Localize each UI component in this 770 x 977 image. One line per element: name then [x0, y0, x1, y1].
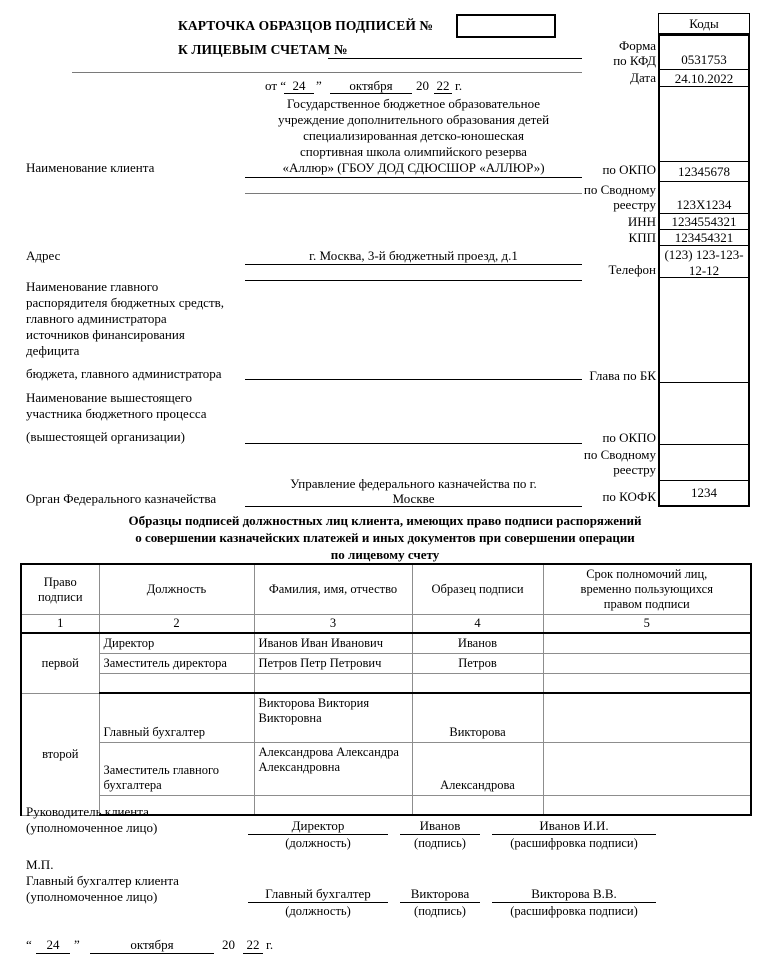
head-fullname-underline	[492, 834, 656, 835]
chief-manager-label-line-2: распорядителя бюджетных средств,	[26, 295, 225, 310]
treasury-label: Орган Федерального казначейства	[26, 491, 217, 506]
cell-fullname[interactable]: Викторова Виктория Викторовна	[254, 693, 412, 743]
final-date-year-underline	[243, 953, 263, 954]
chief-manager-label-line-5: дефицита	[26, 343, 80, 358]
table-header-signature-sample: Образец подписи	[412, 564, 543, 615]
signature-right-label: первой	[21, 633, 99, 693]
date-quote-close: ”	[316, 78, 322, 93]
codes-value-kfd[interactable]: 0531753	[660, 36, 748, 70]
client-name-underline	[245, 177, 582, 178]
card-number-box[interactable]	[456, 14, 556, 38]
cell-signature-sample[interactable]: Петров	[412, 654, 543, 674]
codes-label-inn: ИНН	[627, 214, 656, 229]
date-year-value[interactable]: 22	[436, 78, 450, 93]
cell-signature-sample[interactable]	[412, 796, 543, 816]
table-row[interactable]	[21, 633, 751, 654]
head-fullname-caption: (расшифровка подписи)	[510, 836, 638, 850]
codes-label-po-kfd: по КФД	[613, 53, 656, 68]
client-name-label: Наименование клиента	[26, 160, 155, 175]
address-underline-2	[245, 280, 582, 281]
final-date-close-quote: ”	[74, 937, 80, 952]
header-cell-line: Срок полномочий лиц,	[586, 567, 708, 581]
cell-position[interactable]	[99, 674, 254, 694]
date-suffix-label: г.	[455, 78, 463, 93]
codes-value-date[interactable]: 24.10.2022	[660, 70, 748, 87]
table-column-number-row	[21, 615, 751, 634]
date-day-value[interactable]: 24	[292, 78, 306, 93]
codes-label-glava-po-bk: Глава по БК	[589, 368, 656, 383]
cell-fullname[interactable]	[254, 796, 412, 816]
date-year-prefix: 20	[416, 78, 429, 93]
codes-label-okpo-1: по ОКПО	[602, 162, 656, 177]
head-signature-underline	[400, 834, 480, 835]
chief-accountant-label-line-1: Главный бухгалтер клиента	[26, 873, 179, 888]
table-row[interactable]	[21, 743, 751, 796]
stamp-label: М.П.	[26, 857, 54, 872]
head-of-client-label-line-2: (уполномоченное лицо)	[26, 820, 158, 835]
accountant-position-underline	[248, 902, 388, 903]
chief-manager-label-line-4: источников финансирования	[26, 327, 185, 342]
codes-label-data: Дата	[630, 70, 656, 85]
date-month-value[interactable]: октября	[349, 78, 393, 93]
final-date-year[interactable]: 22	[246, 937, 260, 952]
chief-manager-label-line-3: главного администратора	[26, 311, 167, 326]
codes-header-cell	[658, 13, 750, 34]
signature-right-label: второй	[21, 693, 99, 815]
codes-value-okpo-2[interactable]	[660, 383, 748, 445]
cell-position[interactable]: Заместитель главного бухгалтера	[99, 743, 254, 796]
accountant-signature-underline	[400, 902, 480, 903]
cell-position[interactable]: Главный бухгалтер	[99, 693, 254, 743]
codes-value-okpo[interactable]: 12345678	[660, 162, 748, 182]
superior-participant-underline	[245, 443, 582, 444]
cell-term[interactable]	[543, 654, 751, 674]
codes-label-svodny-1-line-2: реестру	[613, 197, 656, 212]
client-name-value-line-3: специализированная детско-юношеская	[303, 128, 524, 143]
chief-manager-underline	[245, 379, 582, 380]
chief-manager-label-line-1: Наименование главного	[26, 279, 159, 294]
cell-term[interactable]	[543, 796, 751, 816]
final-date-year-prefix: 20	[222, 937, 235, 952]
account-number-underline[interactable]	[328, 58, 582, 59]
address-underline	[245, 264, 582, 265]
accountant-signature-value[interactable]: Викторова	[410, 886, 470, 901]
head-of-client-label-line-1: Руководитель клиента	[26, 804, 149, 819]
date-day-underline	[284, 93, 314, 94]
date-year-underline	[434, 93, 452, 94]
codes-label-telefon: Телефон	[608, 262, 656, 277]
table-header-position: Должность	[99, 564, 254, 615]
head-position-value[interactable]: Директор	[291, 818, 345, 833]
codes-value-glava-po-bk[interactable]	[660, 278, 748, 383]
client-name-value-line-1: Государственное бюджетное образовательное	[286, 96, 540, 111]
column-number: 3	[254, 615, 412, 634]
cell-term[interactable]	[543, 693, 751, 743]
codes-value-svodny-reestr-2[interactable]	[660, 445, 748, 481]
accountant-position-caption: (должность)	[285, 904, 351, 918]
cell-fullname[interactable]: Иванов Иван Иванович	[254, 633, 412, 654]
header-cell-line: подписи	[37, 589, 83, 604]
table-row[interactable]	[21, 654, 751, 674]
signature-samples-heading-line-2: о совершении казначейских платежей и иных документов при совершении операции	[135, 530, 635, 545]
address-label: Адрес	[26, 248, 61, 263]
column-number: 5	[543, 615, 751, 634]
codes-value-svodny-reestr[interactable]: 123Х1234	[660, 182, 748, 214]
final-date-suffix: г.	[266, 937, 274, 952]
column-number: 2	[99, 615, 254, 634]
client-name-value-line-5[interactable]: «Аллюр» (ГБОУ ДОД СДЮСШОР «АЛЛЮР»)	[282, 160, 545, 175]
header-cell-line: Право	[43, 574, 77, 589]
final-date-month-underline	[90, 953, 214, 954]
cell-fullname[interactable]: Петров Петр Петрович	[254, 654, 412, 674]
signature-samples-heading-line-3: по лицевому счету	[330, 547, 440, 562]
accountant-fullname-value[interactable]: Викторова В.В.	[531, 886, 617, 901]
page-title-line-1: КАРТОЧКА ОБРАЗЦОВ ПОДПИСЕЙ №	[178, 18, 434, 33]
client-name-value-line-2: учреждение дополнительного образования детей	[277, 112, 550, 127]
table-header-right-of-signature	[21, 564, 99, 615]
codes-label-okpo-2: по ОКПО	[602, 430, 656, 445]
accountant-signature-caption: (подпись)	[414, 904, 466, 918]
codes-label-svodny-2-line-1: по Сводному	[583, 447, 656, 462]
cell-signature-sample[interactable]: Викторова	[412, 693, 543, 743]
accountant-fullname-caption: (расшифровка подписи)	[510, 904, 638, 918]
date-prefix-label: от “	[265, 78, 287, 93]
header-cell-line: правом подписи	[603, 597, 690, 611]
address-value[interactable]: г. Москва, 3-й бюджетный проезд, д.1	[309, 248, 518, 263]
codes-value-kofk[interactable]: 1234	[660, 481, 748, 505]
head-position-underline	[248, 834, 388, 835]
cell-position[interactable]: Заместитель директора	[99, 654, 254, 674]
final-date-month[interactable]: октября	[130, 937, 174, 952]
page-title-line-2: К ЛИЦЕВЫМ СЧЕТАМ №	[178, 42, 348, 57]
column-number: 1	[21, 615, 99, 634]
cell-position[interactable]: Директор	[99, 633, 254, 654]
treasury-value-line-1: Управление федерального казначейства по г.	[290, 476, 537, 491]
cell-term[interactable]	[543, 633, 751, 654]
head-position-caption: (должность)	[285, 836, 351, 850]
codes-label-svodny-2-line-2: реестру	[613, 462, 656, 477]
head-signature-caption: (подпись)	[414, 836, 466, 850]
header-cell-line: временно пользующихся	[580, 582, 713, 596]
codes-value-blank-1[interactable]	[660, 87, 748, 162]
client-name-underline-2	[245, 193, 582, 194]
head-fullname-value[interactable]: Иванов И.И.	[539, 818, 609, 833]
table-header-row	[21, 564, 751, 615]
cell-term[interactable]	[543, 674, 751, 694]
signature-samples-heading-line-1: Образцы подписей должностных лиц клиента, имеющих право подписи распоряжений	[128, 513, 642, 528]
title-separator-rule	[72, 72, 582, 73]
accountant-position-value[interactable]: Главный бухгалтер	[265, 886, 371, 901]
table-row-empty[interactable]	[21, 674, 751, 694]
superior-participant-label-line-1: Наименование вышестоящего	[26, 390, 193, 405]
superior-participant-label-line-3: (вышестоящей организации)	[26, 429, 185, 444]
cell-term[interactable]	[543, 743, 751, 796]
cell-fullname[interactable]	[254, 674, 412, 694]
signature-samples-table	[20, 563, 752, 816]
table-header-term	[543, 564, 751, 615]
codes-value-telefon[interactable]: (123) 123-123-12-12	[660, 246, 748, 278]
cell-signature-sample[interactable]: Александрова	[412, 743, 543, 796]
date-month-underline	[330, 93, 412, 94]
column-number: 4	[412, 615, 543, 634]
codes-value-inn[interactable]: 1234554321	[660, 214, 748, 230]
table-header-fullname: Фамилия, имя, отчество	[254, 564, 412, 615]
codes-header-label: Коды	[689, 16, 719, 31]
treasury-value-line-2[interactable]: Москве	[392, 491, 435, 506]
final-date-open-quote: “	[26, 937, 32, 952]
codes-label-forma: Форма	[619, 38, 656, 53]
final-date-day-underline	[36, 953, 70, 954]
client-name-value-line-4: спортивная школа олимпийского резерва	[300, 144, 527, 159]
final-date-day[interactable]: 24	[46, 937, 60, 952]
codes-label-kofk: по КОФК	[602, 489, 656, 504]
treasury-underline	[245, 506, 582, 507]
chief-accountant-label-line-2: (уполномоченное лицо)	[26, 889, 158, 904]
codes-value-kpp[interactable]: 123454321	[660, 230, 748, 246]
cell-signature-sample[interactable]: Иванов	[412, 633, 543, 654]
accountant-fullname-underline	[492, 902, 656, 903]
chief-manager-label-line-6: бюджета, главного администратора	[26, 366, 222, 381]
cell-signature-sample[interactable]	[412, 674, 543, 694]
cell-fullname[interactable]: Александрова Александра Александровна	[254, 743, 412, 796]
superior-participant-label-line-2: участника бюджетного процесса	[26, 406, 207, 421]
table-row[interactable]	[21, 693, 751, 743]
codes-label-svodny-1-line-1: по Сводному	[583, 182, 656, 197]
head-signature-value[interactable]: Иванов	[419, 818, 461, 833]
codes-label-kpp: КПП	[628, 230, 656, 245]
